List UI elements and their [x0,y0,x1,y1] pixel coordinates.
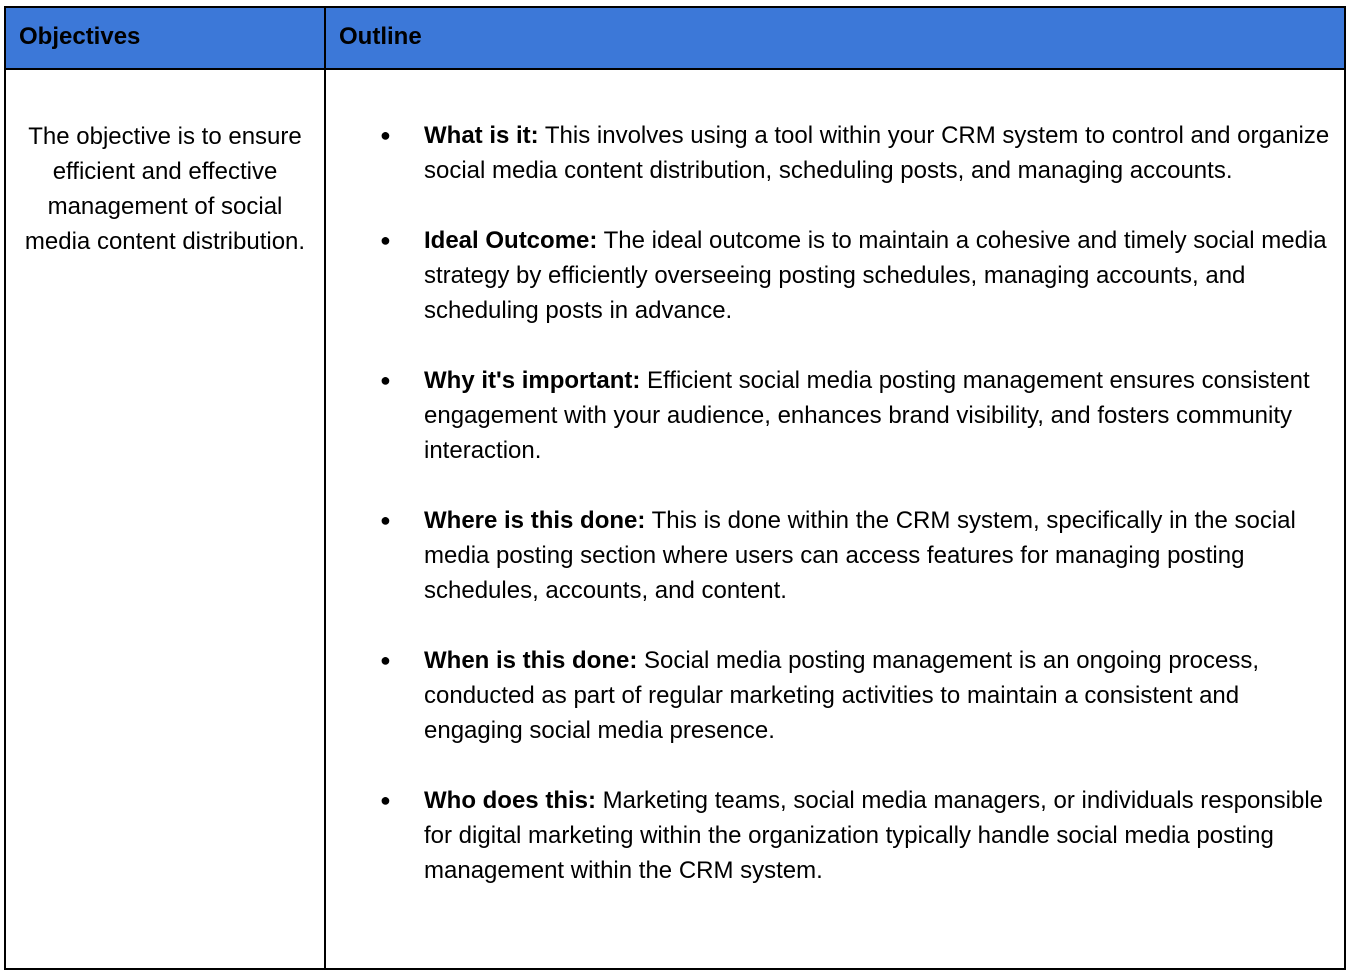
bullet-icon: ● [380,510,391,530]
outline-item-text: Marketing teams, social media managers, or individuals responsible for digital marketing within the organization typically handle social media posting management within the CRM system. [424,787,1323,884]
outline-item-ideal-outcome [326,223,1334,328]
objectives-outline-table [4,6,1346,970]
content-row [5,69,1345,969]
bullet-icon: ● [380,370,391,390]
bullet-icon: ● [380,650,391,670]
outline-item-label: Why it's important: [424,367,641,394]
objective-cell: The objective is to ensure efficient and effective management of social media content distribution. [5,69,325,969]
outline-item-text: The ideal outcome is to maintain a cohesive and timely social media strategy by efficiently overseeing posting schedules, managing accounts, and scheduling posts in advance. [424,227,1327,324]
outline-item-text: This involves using a tool within your CRM system to control and organize social media content distribution, scheduling posts, and managing accounts. [424,122,1330,184]
outline-item-label: When is this done: [424,647,638,674]
outline-item-label: Who does this: [424,787,596,814]
outline-item-when-done [326,643,1334,748]
outline-item-who-does [326,783,1334,888]
outline-item-why-important [326,363,1334,468]
header-row [5,7,1345,69]
outline-item-text: This is done within the CRM system, specifically in the social media posting section where users can access features for managing posting schedules, accounts, and content. [424,507,1296,604]
bullet-icon: ● [380,230,391,250]
outline-item-label: What is it: [424,122,539,149]
bullet-icon: ● [380,125,391,145]
outline-cell [325,69,1345,969]
bullet-icon: ● [380,790,391,810]
outline-item-label: Where is this done: [424,507,646,534]
outline-item-what-is-it [326,118,1334,188]
objectives-header: Objectives [5,7,325,69]
outline-item-text: Efficient social media posting management ensures consistent engagement with your audience, enhances brand visibility, and fosters community interaction. [424,367,1310,464]
outline-list [326,118,1334,888]
outline-item-label: Ideal Outcome: [424,227,598,254]
outline-item-text: Social media posting management is an ongoing process, conducted as part of regular marketing activities to maintain a consistent and engaging social media presence. [424,647,1260,744]
outline-item-where-done [326,503,1334,608]
outline-header: Outline [325,7,1345,69]
